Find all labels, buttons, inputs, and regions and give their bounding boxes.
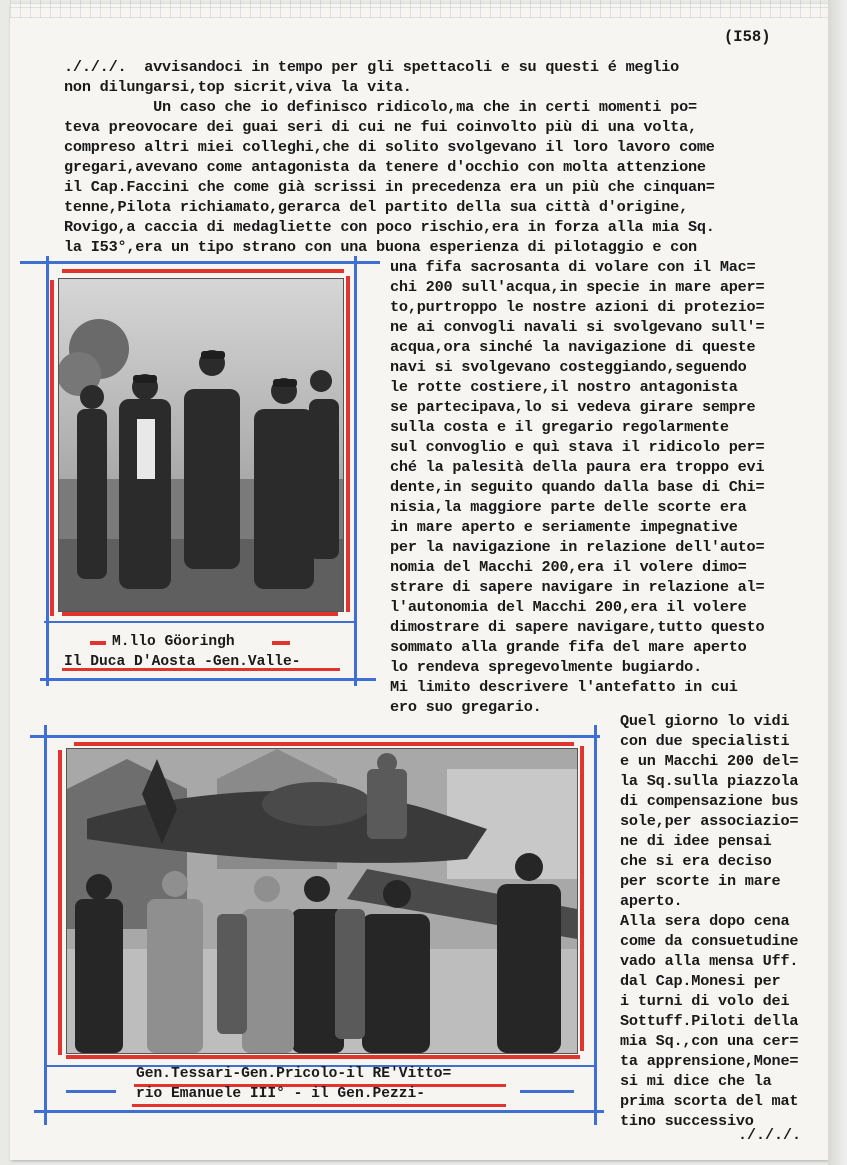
frame-line	[74, 742, 574, 746]
page-number: (I58)	[724, 28, 771, 46]
text-line: con due specialisti	[620, 732, 790, 750]
text-line: sul convoglio e quì stava il ridicolo per=	[390, 438, 765, 456]
text-line: ero suo gregario.	[390, 698, 542, 716]
text-line: to,purtroppo le nostre azioni di protezio=	[390, 298, 765, 316]
photo-king-image	[66, 748, 578, 1054]
text-line: sommato alla grande fifa del mare aperto	[390, 638, 747, 656]
text-line: il Cap.Faccini che come già scrissi in precedenza era un più che cinquan=	[64, 178, 715, 196]
frame-line	[580, 746, 584, 1051]
text-line: Alla sera dopo cena	[620, 912, 790, 930]
text-line: dimostrare di sapere navigare,tutto questo	[390, 618, 765, 636]
text-line: strare di sapere navigare in relazione al=	[390, 578, 765, 596]
text-line: e un Macchi 200 del=	[620, 752, 799, 770]
frame-line	[40, 678, 376, 681]
text-line: nomia del Macchi 200,era il volere dimo=	[390, 558, 747, 576]
text-line: una fifa sacrosanta di volare con il Mac=	[390, 258, 756, 276]
frame-line	[66, 1090, 116, 1093]
frame-line	[62, 612, 338, 616]
text-line: aperto.	[620, 892, 683, 910]
page-edge	[828, 0, 847, 1165]
text-line: gregari,avevano come antagonista da tenere d'occhio con molta attenzione	[64, 158, 706, 176]
text-line: si mi dice che la	[620, 1072, 772, 1090]
text-line: acqua,ora sinché la navigazione di queste	[390, 338, 756, 356]
text-line: ta apprensione,Mone=	[620, 1052, 799, 1070]
officers-photo-illustration	[59, 279, 343, 611]
text-line: tenne,Pilota richiamato,gerarca del partito della sua città d'origine,	[64, 198, 688, 216]
text-line: lo rendeva spregevolmente bugiardo.	[390, 658, 702, 676]
text-line: compreso altri miei colleghi,che di solito svolgevano il loro lavoro come	[64, 138, 715, 156]
text-line: la Sq.sulla piazzola	[620, 772, 799, 790]
frame-line	[34, 1110, 604, 1113]
frame-line	[520, 1090, 574, 1093]
end-marker: ./././.	[738, 1127, 802, 1144]
king-photo-illustration	[67, 749, 577, 1053]
text-line: prima scorta del mat	[620, 1092, 799, 1110]
text-line: per la navigazione in relazione dell'auto=	[390, 538, 765, 556]
text-line: che si era deciso	[620, 852, 772, 870]
frame-line	[58, 750, 62, 1055]
text-line: dente,in seguito quando dalla base di Chi=	[390, 478, 765, 496]
text-line: navi si svolgevano costeggiando,seguendo	[390, 358, 747, 376]
text-line: come da consuetudine	[620, 932, 799, 950]
caption-mark	[132, 1104, 506, 1107]
text-line: dal Cap.Monesi per	[620, 972, 781, 990]
caption-mark	[272, 641, 290, 645]
photo-caption-line1: Gen.Tessari-Gen.Pricolo-il RE'Vitto=	[136, 1066, 452, 1082]
text-line: Rovigo,a caccia di medagliette con poco rischio,era in forza alla mia Sq.	[64, 218, 715, 236]
text-line: in mare aperto e seriamente impegnative	[390, 518, 738, 536]
text-line: di compensazione bus	[620, 792, 799, 810]
text-line: sulla costa e il gregario regolarmente	[390, 418, 729, 436]
text-line: Un caso che io definisco ridicolo,ma che in certi momenti po=	[64, 98, 697, 116]
text-line: chi 200 sull'acqua,in specie in mare aper=	[390, 278, 765, 296]
text-line: i turni di volo dei	[620, 992, 790, 1010]
text-line: Sottuff.Piloti della	[620, 1012, 799, 1030]
frame-line	[20, 261, 380, 264]
text-line: ché la palesità della paura era troppo evi	[390, 458, 765, 476]
frame-line	[62, 269, 344, 273]
text-line: non dilungarsi,top sicrit,viva la vita.	[64, 78, 412, 96]
text-line: tino successivo	[620, 1112, 754, 1130]
photo-caption-line2: rio Emanuele III° - il Gen.Pezzi-	[136, 1086, 426, 1102]
frame-line	[346, 276, 350, 612]
photo-officers-image	[58, 278, 344, 612]
text-line: le rotte costiere,il nostro antagonista	[390, 378, 738, 396]
frame-line	[66, 1055, 580, 1059]
frame-line	[44, 621, 356, 623]
text-line: teva preovocare dei guai seri di cui ne fui coinvolto più di una volta,	[64, 118, 697, 136]
frame-line	[50, 280, 54, 616]
text-line: sole,per associazio=	[620, 812, 799, 830]
caption-mark	[90, 641, 106, 645]
photo-caption-line2: Il Duca D'Aosta -Gen.Valle-	[64, 654, 301, 670]
text-line: ./././. avvisandoci in tempo per gli spettacoli e su questi é meglio	[64, 58, 680, 76]
text-line: l'autonomia del Macchi 200,era il volere	[390, 598, 747, 616]
text-line: mia Sq.,con una cer=	[620, 1032, 799, 1050]
text-line: ne ai convogli navali si svolgevano sull'=	[390, 318, 765, 336]
photo-caption-line1: M.llo Göoringh	[112, 634, 235, 650]
text-line: la I53°,era un tipo strano con una buona esperienza di pilotaggio e con	[64, 238, 697, 256]
text-line: Mi limito descrivere l'antefatto in cui	[390, 678, 738, 696]
text-line: Quel giorno lo vidi	[620, 712, 790, 730]
text-line: se partecipava,lo si vedeva girare sempre	[390, 398, 756, 416]
graph-paper-strip	[10, 0, 828, 18]
frame-line	[30, 735, 600, 738]
text-line: vado alla mensa Uff.	[620, 952, 799, 970]
text-line: per scorte in mare	[620, 872, 781, 890]
text-line: nisia,la maggiore parte delle scorte era	[390, 498, 747, 516]
text-line: ne di idee pensai	[620, 832, 772, 850]
